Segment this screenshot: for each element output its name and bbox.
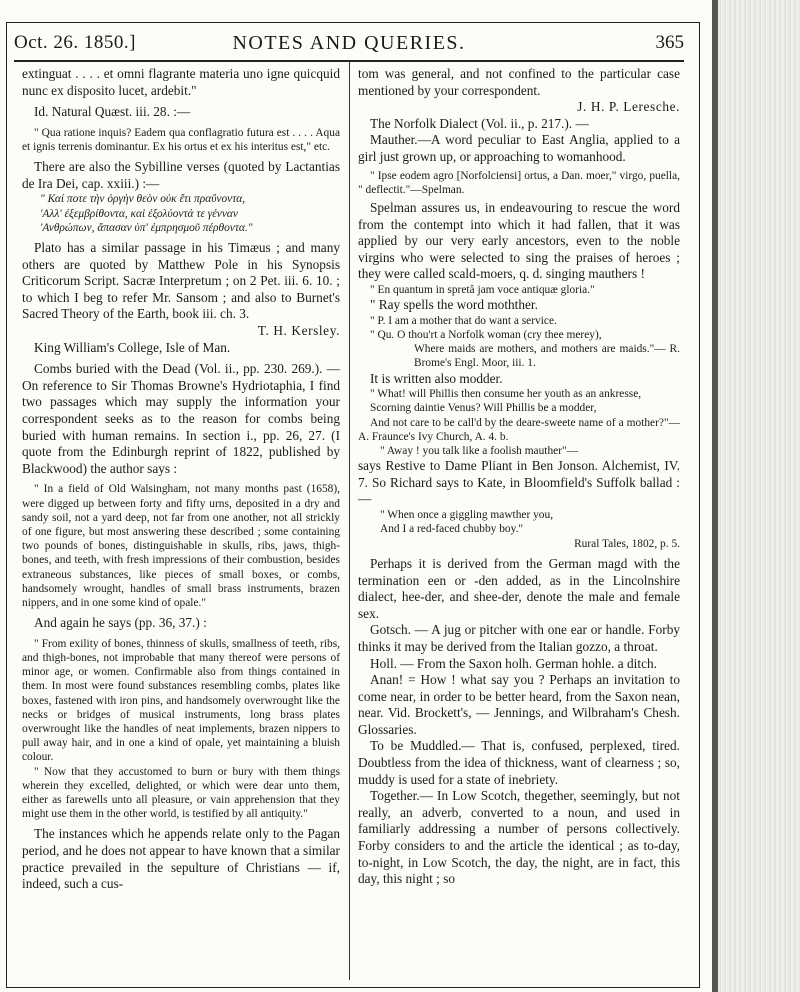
verse-line: " Away ! you talk like a foolish mauther"— <box>380 444 579 457</box>
paragraph: says Restive to Dame Pliant in Ben Jonson. Alchemist, IV. 7. So Richard says to Kate, in Bloomfield's Suffolk ballad : — <box>358 458 680 507</box>
quote: And not care to be call'd by the deare-sweete name of a mother?"—A. Fraunce's Ivy Church, A. 4. b. <box>358 416 680 443</box>
verse-line: And I a red-faced chubby boy." <box>380 523 524 536</box>
entry-together: Together.— In Low Scotch, thegether, seemingly, but not really, an adverb, converted to a noun, and used in familiarly addressing a number of persons collectively. Forby considers to and the article the identical ; as to-day, to-night, in Low Scotch, the day, the night, are in fact, this day, this night ; so <box>358 788 680 887</box>
address: King William's College, Isle of Man. <box>34 339 231 355</box>
quote: " Qu. O thou'rt a Norfolk woman (cry thee merey), <box>370 328 602 341</box>
quote: " From exility of bones, thinness of skulls, smallness of teeth, ribs, and thigh-bones, not improbable that many thereof were persons of minor age, or women. Confirmable also from things contained in them. In most were found substances resembling combs, plates like boxes, fastened with iron pins, and handsomely overwrought like the necks or bridges of musical instruments, long brass plates overwrought like the handles of neat implements, brazen nippers to pull away hair, and in one a kind of opale, yet maintaining a bluish colour. <box>22 637 340 764</box>
source: Rural Tales, 1802, p. 5. <box>574 538 680 551</box>
quote-continuation: extinguat . . . . et omni flagrante materia uno igne quicquid nunc ex disposito lucet, ardebit." <box>22 66 340 98</box>
quote: " Ipse eodem agro [Norfolciensi] ortus, a Dan. moer," virgo, puella, " deflectit."—Spelman. <box>358 169 680 196</box>
column-divider <box>349 62 350 980</box>
entry-anan: Anan! = How ! what say you ? Perhaps an invitation to come near, in order to be better heard, from the Saxon nean, near. Vid. Brockett's, — Jennings, and Wilbraham's Chesh. Glossaries. <box>358 672 680 737</box>
quote: " Now that they accustomed to burn or bury with them things wherein they excelled, delighted, or which were dear unto them, either as farewells unto all pleasure, or vain apprehension that they might use them in the other world, is testified by all antiquity." <box>22 765 340 821</box>
quote: " In a field of Old Walsingham, not many months past (1658), were digged up between forty and fifty urns, deposited in a dry and sandy soil, not a yard deep, not far from one another, not all strickly of one figure, but most answering these described ; some containing two pounds of bones, distinguishable in skulls, ribs, jaws, thigh-bones, and teeth, with fresh impressions of their combustion, besides extraneous substances, like pieces of small boxes, or combs, handsomely wrought, handles of small brass instruments, brazen nippers, and in one some kind of opale." <box>22 483 340 609</box>
verse-line: " When once a giggling mawther you, <box>380 508 554 521</box>
quote: Scorning daintie Venus? Will Phillis be a modder, <box>370 402 597 415</box>
citation: Id. Natural Quæst. iii. 28. :— <box>34 104 191 120</box>
signature: T. H. Kersley. <box>257 322 340 338</box>
running-header <box>14 32 684 58</box>
quote: " Qua ratione inquis? Eadem qua conflagratio futura est . . . . Aqua et ignis terrenis dominantur. Ex his ortus et ex his interitus est," etc. <box>22 126 340 153</box>
entry-to-be-muddled: To be Muddled.— That is, confused, perplexed, tired. Doubtless from the idea of thickness, want of clearness ; so, muddy is used for a state of inebriety. <box>358 738 680 787</box>
paragraph: The instances which he appends relate only to the Pagan period, and he does not appear to have known that a similar practice prevailed in the sepulture of Christians — if, indeed, such a cus- <box>22 826 340 892</box>
paragraph: " Ray spells the word mothther. <box>370 297 538 313</box>
entry-mauther: Mauther.—A word peculiar to East Anglia, applied to a girl just grown up, or approaching to womanhood. <box>358 132 680 164</box>
quote: " En quantum in spretâ jam voce antiquæ gloria." <box>370 283 595 296</box>
page-edge-line <box>712 0 718 992</box>
article-combs-buried: Combs buried with the Dead (Vol. ii., pp. 230. 269.). — On reference to Sir Thomas Browne's Hydriotaphia, I find two passages which may supply the information your correspondent seeks as to the reason for combs being buried with human remains. In section i., pp. 26, 27. (I quote from the Edinburgh reprint of 1822, published by Blackwood) the author says : <box>22 361 340 476</box>
quote: " P. I am a mother that do want a service. <box>370 314 557 327</box>
left-column <box>22 66 340 893</box>
entry-holl: Holl. — From the Saxon holh. German hohle. a ditch. <box>370 655 657 671</box>
journal-title: NOTES AND QUERIES. <box>232 32 466 54</box>
page-number: 365 <box>655 32 684 53</box>
article-norfolk-dialect: The Norfolk Dialect (Vol. ii., p. 217.). — <box>370 115 589 131</box>
quote: " What! will Phillis then consume her youth as an ankresse, <box>370 388 642 401</box>
paragraph-continuation: tom was general, and not confined to the particular case mentioned by your correspondent. <box>358 66 680 98</box>
paragraph: It is written also modder. <box>370 370 503 386</box>
paragraph: There are also the Sybilline verses (quoted by Lactantias de Ira Dei, cap. xxiii.) :— <box>22 159 340 191</box>
signature: J. H. P. Leresche. <box>577 99 680 115</box>
entry-gotsch: Gotsch. — A jug or pitcher with one ear or handle. Forby thinks it may be derived from the Italian gozzo, a throat. <box>358 622 680 654</box>
paragraph: Perhaps it is derived from the German magd with the termination een or -den added, as in the Lincolnshire dialect, hee-der, and shee-der, denote the male and female sex. <box>358 555 680 621</box>
right-column <box>358 66 680 888</box>
greek-verse: " Καί ποτε τὴν ὀργὴν θεὸν οὐκ ἔτι πραΰνοντα, <box>40 193 246 206</box>
verse-line: Where maids are mothers, and mothers are maids."— R. Brome's Engl. Moor, iii. 1. <box>414 343 680 370</box>
greek-verse: 'Αλλ' ἐξεμβρίθοντα, καὶ ἐξολύοντά τε γένναν <box>40 207 238 220</box>
greek-verse: 'Ανθρώπων, ἅπασαν ὑπ' ἐμπρησμοῦ πέρθοντα." <box>40 221 253 234</box>
paragraph: Plato has a similar passage in his Timæus ; and many others are quoted by Matthew Pole in his Synopsis Criticorum Script. Sacræ Interpretum ; on 2 Pet. iii. 6. 10. ; to which I beg to refer Mr. Sansom ; and also to Burnet's Sacred Theory of the Earth, book iii. ch. 3. <box>22 239 340 322</box>
paragraph: Spelman assures us, in endeavouring to rescue the word from the contempt into which it had fallen, that it was applied by our very early ancestors, even to the noble virgins who were selected to sing the praises of heroes ; they were called scald-moers, q. d. singing mauthers ! <box>358 199 680 282</box>
page-edge-scan <box>712 0 800 992</box>
issue-date: Oct. 26. 1850.] <box>14 32 137 53</box>
paragraph: And again he says (pp. 36, 37.) : <box>34 615 207 631</box>
